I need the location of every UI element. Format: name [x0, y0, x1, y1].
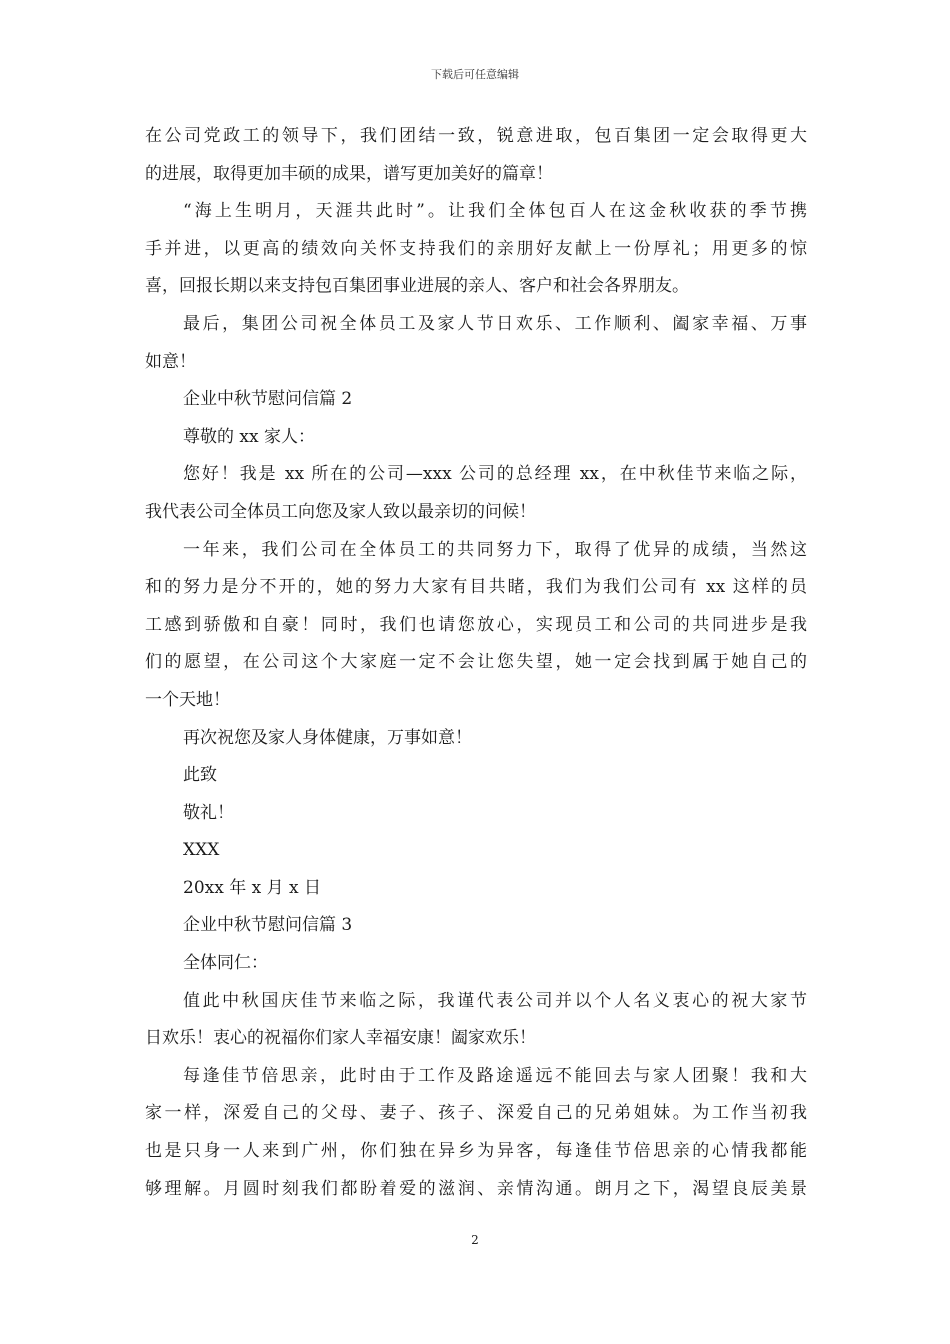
salutation: 全体同仁：: [183, 953, 268, 974]
text-line: 您好！我是 xx 所在的公司—xxx 公司的总经理 xx，在中秋佳节来临之际，: [183, 464, 807, 485]
closing-line: 敬礼！: [183, 802, 234, 823]
signature-name: XXX: [183, 840, 220, 861]
text-line: “海上生明月，天涯共此时”。让我们全体包百人在这金秋收获的季节携: [183, 201, 807, 222]
section-heading: 企业中秋节慰问信篇 3: [183, 915, 353, 936]
text-line: 和的努力是分不开的，她的努力大家有目共睹，我们为我们公司有 xx 这样的员: [145, 577, 807, 598]
text-line: 也是只身一人来到广州，你们独在异乡为异客，每逢佳节倍思亲的心情我都能: [145, 1141, 807, 1162]
text-line: 如意！: [145, 351, 196, 372]
text-line: 值此中秋国庆佳节来临之际，我谨代表公司并以个人名义衷心的祝大家节: [183, 990, 807, 1011]
text-line: 我代表公司全体员工向您及家人致以最亲切的问候！: [145, 501, 536, 522]
text-line: 再次祝您及家人身体健康，万事如意！: [183, 727, 472, 748]
text-line: 日欢乐！衷心的祝福你们家人幸福安康！阖家欢乐！: [145, 1028, 536, 1049]
text-line: 每逢佳节倍思亲，此时由于工作及路途遥远不能回去与家人团聚！我和大: [183, 1065, 807, 1086]
signature-date: 20xx 年 x 月 x 日: [183, 877, 322, 898]
text-line: 手并进，以更高的绩效向关怀支持我们的亲朋好友献上一份厚礼；用更多的惊: [145, 238, 807, 259]
text-line: 一个天地！: [145, 689, 230, 710]
text-line: 家一样，深爱自己的父母、妻子、孩子、深爱自己的兄弟姐妹。为工作当初我: [145, 1103, 807, 1124]
header-note: 下载后可任意编辑: [431, 68, 519, 81]
text-line: 的进展，取得更加丰硕的成果，谱写更加美好的篇章！: [145, 163, 553, 184]
text-line: 最后，集团公司祝全体员工及家人节日欢乐、工作顺利、阖家幸福、万事: [183, 313, 807, 334]
salutation: 尊敬的 xx 家人：: [183, 426, 315, 447]
text-line: 一年来，我们公司在全体员工的共同努力下，取得了优异的成绩，当然这: [183, 539, 807, 560]
closing-line: 此致: [183, 765, 217, 786]
page-number: 2: [471, 1233, 479, 1247]
document-body: [145, 118, 807, 1208]
text-line: 够理解。月圆时刻我们都盼着爱的滋润、亲情沟通。朗月之下，渴望良辰美景: [145, 1178, 807, 1199]
text-line: 工感到骄傲和自豪！同时，我们也请您放心，实现员工和公司的共同进步是我: [145, 614, 807, 635]
section-heading: 企业中秋节慰问信篇 2: [183, 389, 353, 410]
text-line: 喜，回报长期以来支持包百集团事业进展的亲人、客户和社会各界朋友。: [145, 276, 689, 297]
text-line: 们的愿望，在公司这个大家庭一定不会让您失望，她一定会找到属于她自己的: [145, 652, 807, 673]
text-line: 在公司党政工的领导下，我们团结一致，锐意进取，包百集团一定会取得更大: [145, 126, 807, 146]
